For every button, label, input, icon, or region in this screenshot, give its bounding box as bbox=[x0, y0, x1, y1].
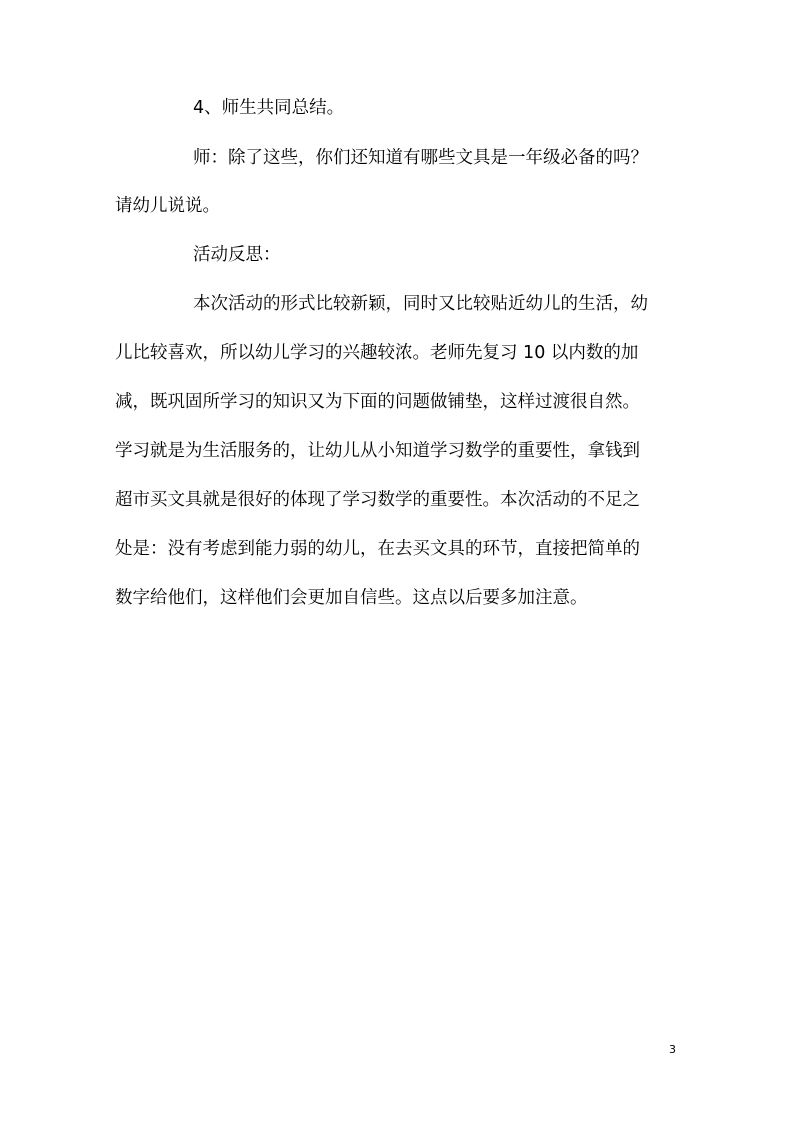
reflection-line-2: 儿比较喜欢，所以幼儿学习的兴趣较浓。老师先复习 10 以内数的加 bbox=[115, 343, 639, 363]
summary-heading: 4、师生共同总结。 bbox=[193, 98, 345, 118]
reflection-line-5: 超市买文具就是很好的体现了学习数学的重要性。本次活动的不足之 bbox=[115, 490, 640, 510]
reflection-line-7: 数字给他们，这样他们会更加自信些。这点以后要多加注意。 bbox=[115, 588, 588, 608]
reflection-line-6: 处是：没有考虑到能力弱的幼儿，在去买文具的环节，直接把简单的 bbox=[115, 539, 640, 559]
reflection-line-1: 本次活动的形式比较新颖，同时又比较贴近幼儿的生活，幼 bbox=[193, 294, 648, 314]
page-number: 3 bbox=[669, 1043, 676, 1056]
reflection-line-4: 学习就是为生活服务的，让幼儿从小知道学习数学的重要性，拿钱到 bbox=[115, 441, 640, 461]
teacher-question-line-1: 师：除了这些，你们还知道有哪些文具是一年级必备的吗？ bbox=[193, 148, 648, 168]
reflection-heading: 活动反思： bbox=[193, 245, 281, 265]
teacher-question-line-2: 请幼儿说说。 bbox=[115, 196, 220, 216]
reflection-line-3: 减，既巩固所学习的知识又为下面的问题做铺垫，这样过渡很自然。 bbox=[115, 392, 640, 412]
